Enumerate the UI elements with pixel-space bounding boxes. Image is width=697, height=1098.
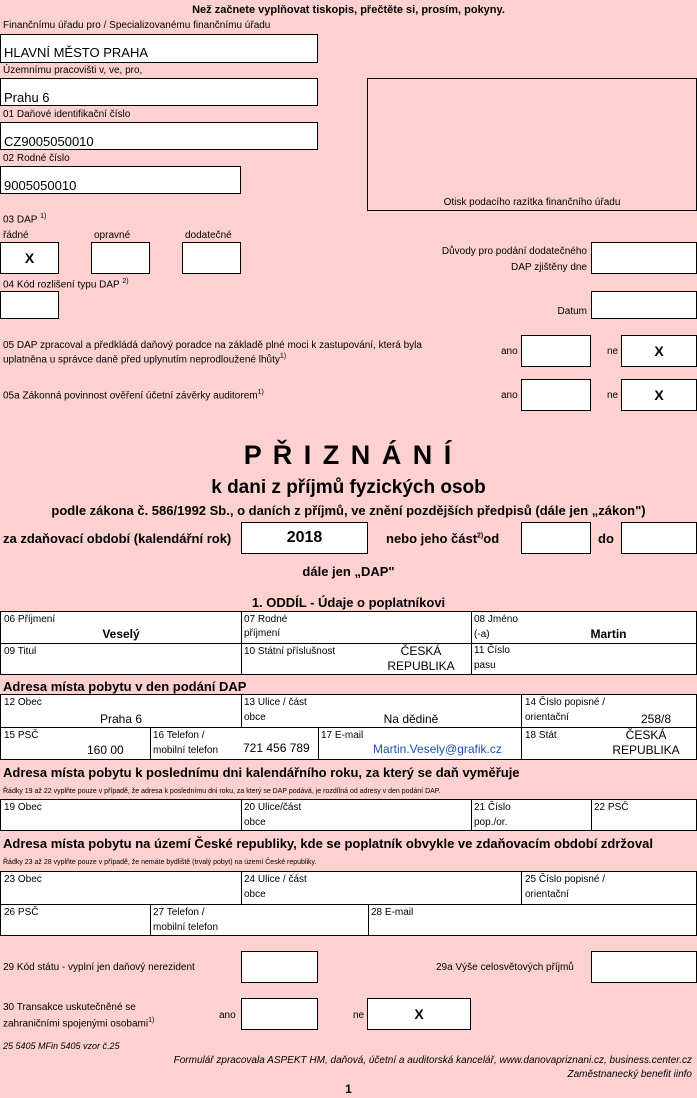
addr2-obec-label: 19 Obec [4,802,42,813]
rc-label: 02 Rodné číslo [3,153,70,164]
person-grid [0,611,697,675]
addr2-cislo-label-2: pop./or. [474,817,508,828]
addr2-grid [0,799,697,831]
addr1-grid [0,694,697,760]
dic-field[interactable]: CZ9005050010 [0,122,318,150]
dale-jen-note: dále jen „DAP" [302,564,395,579]
dodatecne-checkbox[interactable] [182,242,241,274]
datum-label: Datum [557,306,587,317]
addr1-stat-label: 18 Stát [525,730,557,741]
period-od-field[interactable] [521,522,591,554]
addr1-cp-label-1: 14 Číslo popisné / [525,697,606,708]
addr3-grid [0,871,697,936]
q30-ne-checkbox[interactable]: X [367,998,471,1030]
addr3-title: Adresa místa pobytu na území České republiky, kde se poplatník obvykle ve zdaňovacím období zdržoval [3,836,653,851]
q30-ne-label: ne [353,1010,365,1021]
addr3-tel-label-2: mobilní telefon [153,922,219,933]
pas-label-2: pasu [474,660,496,671]
q05a-label: 05a Zákonná povinnost ověření účetní závěrky auditorem$^{1)}$ [3,389,264,402]
dic-label: 01 Daňové identifikační číslo [3,109,131,120]
q05-label-2: uplatněna u správce daně před uplynutím neprodloužené lhůty$^{1)}$ [3,353,287,366]
workplace-field[interactable]: Prahu 6 [0,78,318,106]
addr1-stat-value-2[interactable]: REPUBLIKA [612,743,680,757]
q05-ano-label: ano [501,346,518,357]
opravne-checkbox[interactable] [91,242,150,274]
period-do-field[interactable] [621,522,697,554]
period-label: za zdaňovací období (kalendářní rok) [3,531,232,546]
footer-credit: Formulář zpracovala ASPEKT HM, daňová, účetní a auditorská kancelář, www.danovapriznani.cz, business.center.cz [173,1055,692,1066]
addr1-cp-value[interactable]: 258/8 [641,712,672,726]
kod-typu-field[interactable] [0,291,59,319]
q30-label-2: zahraničními spojenými osobami$^{1)}$ [3,1017,155,1030]
pas-label-1: 11 Číslo [474,645,510,656]
addr2-note: Řádky 19 až 22 vyplňte pouze v případě, že adresa k poslednímu dni roku, za který se DAP podává, je rozdílná od adresy v den podání DAP. [3,788,441,795]
q05-ne-checkbox[interactable]: X [621,335,697,367]
section1-title: 1. ODDÍL - Údaje o poplatníkovi [251,595,446,610]
titul-label: 09 Titul [4,646,37,657]
q05a-ne-label: ne [607,390,619,401]
jmeno-value[interactable]: Martin [590,627,627,641]
law-reference: podle zákona č. 586/1992 Sb., o daních z příjmů, ve znění pozdějších předpisů (dále jen „zákon") [51,503,646,518]
tax-year-field[interactable]: 2018 [241,522,368,554]
duvody-date-field[interactable] [591,242,697,274]
q30-ano-checkbox[interactable] [241,998,318,1030]
form-code: 25 5405 MFin 5405 vzor č.25 [3,1041,120,1051]
addr1-cp-label-2: orientační [525,712,569,723]
q05a-ano-checkbox[interactable] [521,379,591,411]
radne-checkbox[interactable]: X [0,242,59,274]
addr1-psc-value[interactable]: 160 00 [87,743,124,757]
addr2-title: Adresa místa pobytu k poslednímu dni kalendářního roku, za který se daň vyměřuje [3,765,520,780]
page-subtitle: k dani z příjmů fyzických osob [211,477,486,498]
stamp-box [367,78,697,211]
addr1-tel-value[interactable]: 721 456 789 [243,741,310,755]
addr1-tel-label-2: mobilní telefon [153,745,219,756]
addr1-ulice-label-1: 13 Ulice / část [244,697,307,708]
q05a-ne-checkbox[interactable]: X [621,379,697,411]
addr3-obec-label: 23 Obec [4,874,42,885]
q29-field[interactable] [241,951,318,983]
addr1-email-value[interactable]: Martin.Vesely@grafik.cz [373,742,502,756]
radne-label: řádné [3,230,29,241]
addr1-ulice-value[interactable]: Na dědině [383,712,439,726]
prijmeni-label: 06 Příjmení [4,614,56,625]
q05-ne-label: ne [607,346,619,357]
q30-ano-label: ano [219,1010,236,1021]
dodatecne-label: dodatečné [185,230,232,241]
rc-field[interactable]: 9005050010 [0,166,241,194]
addr2-ulice-label-1: 20 Ulice/část [244,802,302,813]
statni-value-1[interactable]: ČESKÁ [400,644,442,658]
addr1-psc-label: 15 PSČ [4,730,39,741]
office-field[interactable]: HLAVNÍ MĚSTO PRAHA [0,34,318,63]
addr1-obec-value[interactable]: Praha 6 [99,712,143,726]
instructions-note: Než začnete vyplňovat tiskopis, přečtěte si, prosím, pokyny. [192,4,505,16]
addr1-obec-label: 12 Obec [4,697,42,708]
q05a-ano-label: ano [501,390,518,401]
duvody-label-2: DAP zjištěny dne [511,262,587,273]
addr1-email-label: 17 E-mail [321,730,364,741]
addr3-cp-label-2: orientační [525,889,569,900]
period-do-label: do [598,531,614,546]
stamp-label: Otisk podacího razítka finančního úřadu [443,197,621,208]
prijmeni-value[interactable]: Veselý [102,627,140,641]
addr3-cp-label-1: 25 Číslo popisné / [525,874,606,885]
q05-ano-checkbox[interactable] [521,335,591,367]
jmeno-label-2: (-a) [474,629,490,640]
addr2-psc-label: 22 PSČ [594,802,629,813]
q29-label: 29 Kód státu - vyplní jen daňový nerezident [3,962,195,973]
page-title: P Ř I Z N Á N Í [243,440,454,470]
dap-type-label: 03 DAP $^{1)}$ [3,213,47,226]
addr3-note: Řádky 23 až 28 vyplňte pouze v případě, že nemáte bydliště (trvalý pobyt) na území České republiky. [3,859,317,866]
q29a-label: 29a Výše celosvětových příjmů [436,962,574,973]
datum-field[interactable] [591,291,697,319]
q30-label-1: 30 Transakce uskutečněné se [3,1002,136,1013]
addr1-stat-value-1[interactable]: ČESKÁ [625,728,667,742]
statni-value-2[interactable]: REPUBLIKA [387,659,455,673]
rodne-label-1: 07 Rodné [244,614,288,625]
footer-benefit: Zaměstnanecký benefit iinfo [567,1069,692,1080]
q29a-field[interactable] [591,951,697,983]
workplace-label: Územnímu pracovišti v, ve, pro, [3,65,143,76]
addr1-tel-label-1: 16 Telefon / [153,730,205,741]
period-part-label: nebo jeho část$^{2)}$od [386,531,500,546]
addr1-title: Adresa místa pobytu v den podání DAP [3,679,247,694]
kod-typu-label: 04 Kód rozlišení typu DAP $^{2)}$ [3,278,129,291]
opravne-label: opravné [94,230,131,241]
addr3-ulice-label-2: obce [244,889,266,900]
jmeno-label-1: 08 Jméno [474,614,518,625]
rodne-label-2: příjmení [244,628,281,639]
office-label: Finančnímu úřadu pro / Specializovanému finančnímu úřadu [3,20,271,31]
addr3-psc-label: 26 PSČ [4,907,39,918]
q05-label-1: 05 DAP zpracoval a předkládá daňový poradce na základě plné moci k zastupování, která byla [3,340,422,351]
addr3-ulice-label-1: 24 Ulice / část [244,874,307,885]
page-number: 1 [345,1082,352,1096]
statni-label: 10 Státní příslušnost [244,646,336,657]
addr2-ulice-label-2: obce [244,817,266,828]
addr3-tel-label-1: 27 Telefon / [153,907,205,918]
addr3-email-label: 28 E-mail [371,907,414,918]
duvody-label-1: Důvody pro podání dodatečného [441,246,587,257]
addr2-cislo-label-1: 21 Číslo [474,802,511,813]
addr1-ulice-label-2: obce [244,712,266,723]
